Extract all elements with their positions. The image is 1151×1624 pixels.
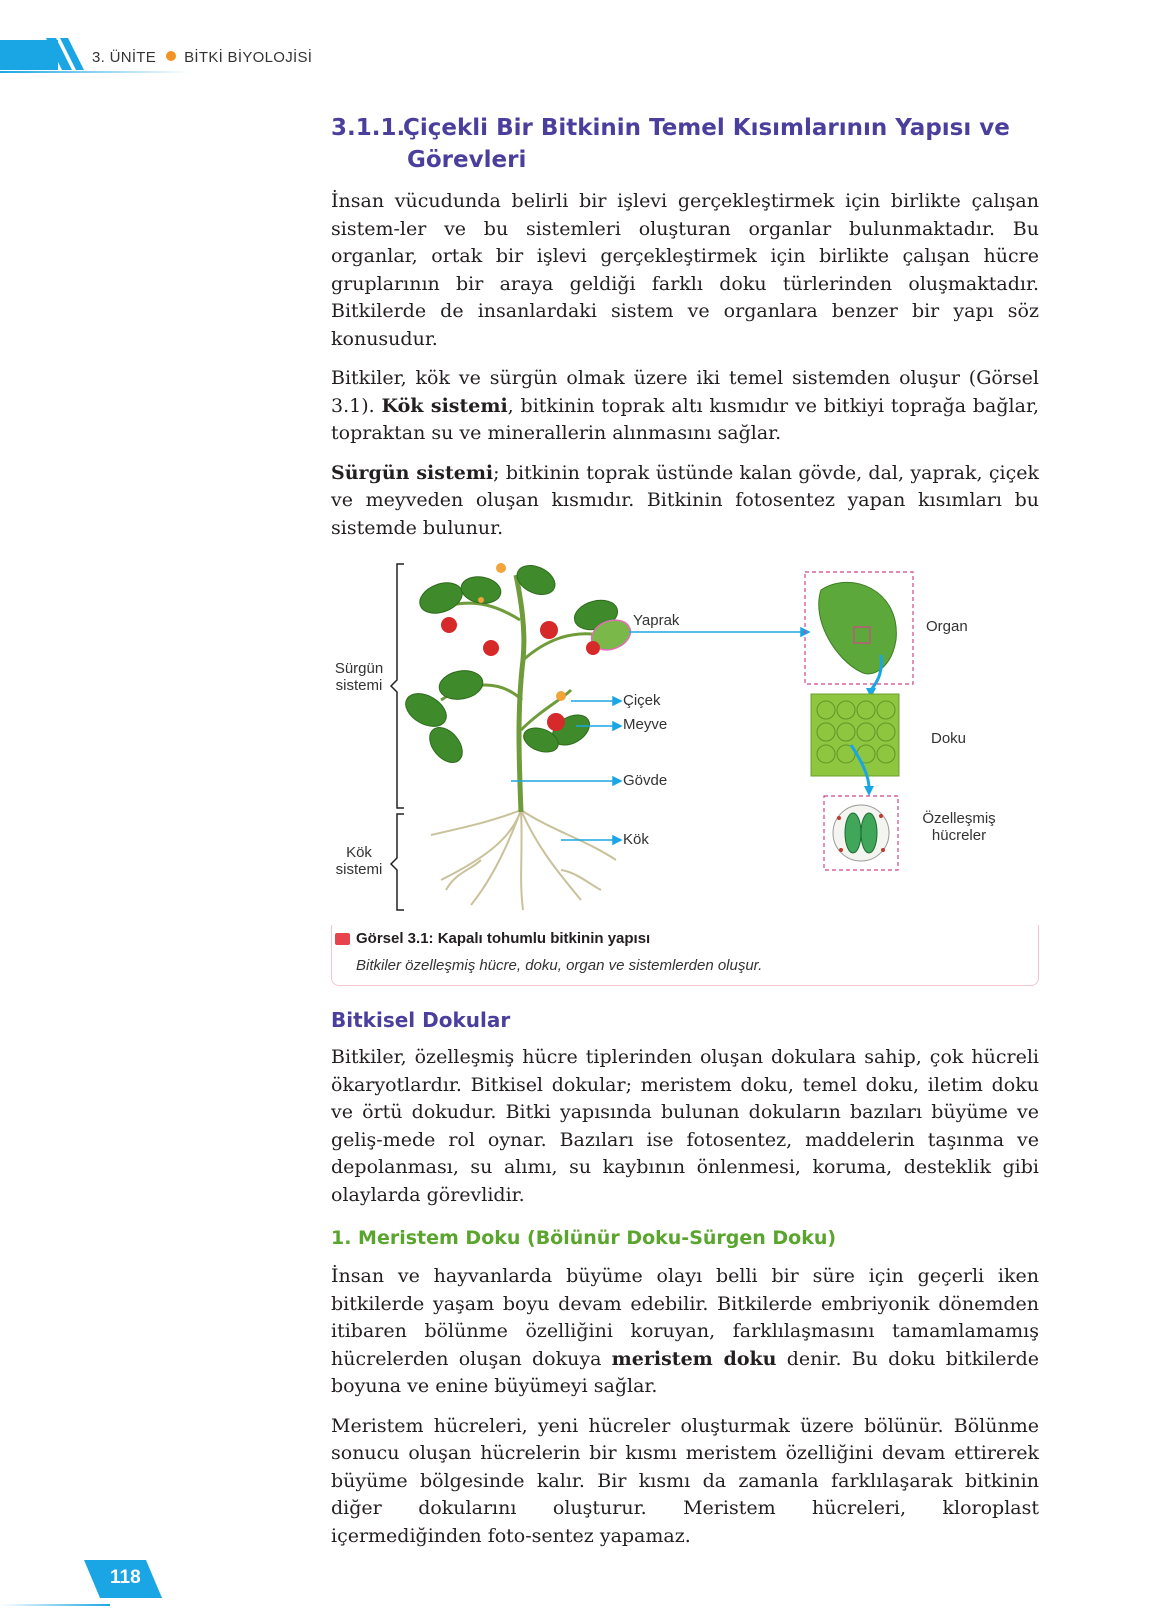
section-number: 3.1.1. — [331, 115, 406, 141]
systems-paragraph — [331, 365, 1039, 448]
section-title-line2: Görevleri — [407, 147, 527, 173]
shoot-system-label: Sürgün sistemi — [334, 660, 384, 694]
meristem-paragraph-1 — [331, 1263, 1039, 1401]
stem — [516, 575, 524, 812]
systems-text: Bitkiler, kök ve sürgün olmak üzere iki temel sistemden oluşur (Görsel 3.1). — [331, 367, 1039, 417]
header-dot-icon — [166, 51, 176, 61]
roots — [431, 810, 616, 910]
page-number: 118 — [110, 1567, 141, 1588]
flower-label: Çiçek — [623, 692, 661, 709]
fruit-label: Meyve — [623, 716, 668, 733]
root-system-label: Kök sistemi — [335, 844, 383, 878]
organ-label: Organ — [926, 618, 968, 635]
page-content — [331, 112, 1039, 1562]
meristem-term: meristem doku — [611, 1347, 777, 1370]
meristem-text-a: İnsan ve hayvanlarda büyüme olayı belli bir süre için geçerli iken bitkilerde yaşam boyu devam edebilir. Bitkilerde embriyonik dönemden itibaren bölünme özelliğini koruyan, farklılaşmasını tamamlamamış hücrelerden oluşan dokuya — [331, 1265, 1039, 1370]
root-label: Kök — [623, 831, 649, 848]
intro-paragraph: İnsan vücudunda belirli bir işlevi gerçekleştirmek için birlikte çalışan sistem-ler ve bu sistemleri oluşturan organlar bulunmaktadır. Bu organlar, ortak bir işlevi gerçekleştirmek için birlikte çalışan hücre gruplarının bir araya geldiği farklı doku türlerinden oluşmaktadır. Bitkilerde de insanlardaki sistem ve organlara benzer bir yapı söz konusudur. — [331, 190, 1039, 350]
meristem-heading: 1. Meristem Doku (Bölünür Doku-Sürgen Doku) — [331, 1227, 837, 1249]
leaf-label: Yaprak — [633, 612, 680, 629]
root-brace — [391, 814, 404, 910]
leaves — [400, 560, 621, 769]
caption-text: Bitkiler özelleşmiş hücre, doku, organ ve sistemlerden oluşur. — [356, 957, 763, 974]
shoot-system-text: ; bitkinin toprak üstünde kalan gövde, dal, yaprak, çiçek ve meyveden oluşan kısmıdır. Bitkinin fotosentez yapan kısımları bu sistemde bulunur. — [331, 461, 1039, 539]
root-system-term: Kök sistemi — [381, 394, 508, 417]
running-header — [92, 49, 312, 66]
stem-label: Gövde — [623, 772, 668, 789]
caption-title: Görsel 3.1: Kapalı tohumlu bitkinin yapısı — [356, 930, 651, 947]
section-title-line1: Çiçekli Bir Bitkinin Temel Kısımlarının Yapısı ve — [403, 115, 1010, 141]
shoot-paragraph — [331, 460, 1039, 543]
figure-caption — [331, 925, 1039, 986]
meristem-text-c: denir. Bu doku bitkilerde boyuna ve enine büyümeyi sağlar. — [331, 1347, 1039, 1397]
plant-tissues-paragraph: Bitkiler, özelleşmiş hücre tiplerinden oluşan dokulara sahip, çok hücreli ökaryotlardır. Bitkisel dokular; meristem doku, temel doku, iletim doku ve örtü dokudur. Bitki yapısında bulunan dokuların bazıları büyüme ve geliş-mede rol oynar. Bazıları ise fotosentez, maddelerin taşınma ve depolanması, su alımı, su kaybının önlenmesi, koruma, desteklik gibi olaylarda görevlidir. — [331, 1046, 1039, 1206]
shoot-system-term: Sürgün sistemi — [331, 461, 494, 484]
plant-structure-figure — [331, 560, 1039, 925]
header-stripes — [40, 38, 88, 72]
specialized-cells-label: Özelleşmiş hücreler — [922, 810, 996, 844]
subject-label: BİTKİ BİYOLOJİSİ — [184, 49, 313, 66]
organ-leaf — [819, 582, 897, 674]
plant-tissues-heading: Bitkisel Dokular — [331, 1008, 511, 1032]
shoot-brace — [391, 564, 404, 808]
unit-label: 3. ÜNİTE — [92, 49, 157, 66]
section-title — [331, 112, 1039, 176]
header-rule — [0, 71, 190, 73]
footer-rule — [0, 1604, 110, 1606]
image-icon — [335, 933, 350, 945]
meristem-paragraph-2: Meristem hücreleri, yeni hücreler oluşturmak üzere bölünür. Bölünme sonucu oluşan hücrelerin bir kısmı meristem özelliğini devam ettirerek büyüme bölgesinde kalır. Bir kısmı da zamanla farklılaşarak bitkinin diğer dokularını oluşturur. Meristem hücreleri, kloroplast içermediğinden foto-sentez yapamaz. — [331, 1414, 1039, 1547]
root-system-text: , bitkinin toprak altı kısmıdır ve bitkiyi toprağa bağlar, topraktan su ve minerallerin alınmasını sağlar. — [331, 394, 1039, 444]
tissue-label: Doku — [931, 730, 967, 747]
